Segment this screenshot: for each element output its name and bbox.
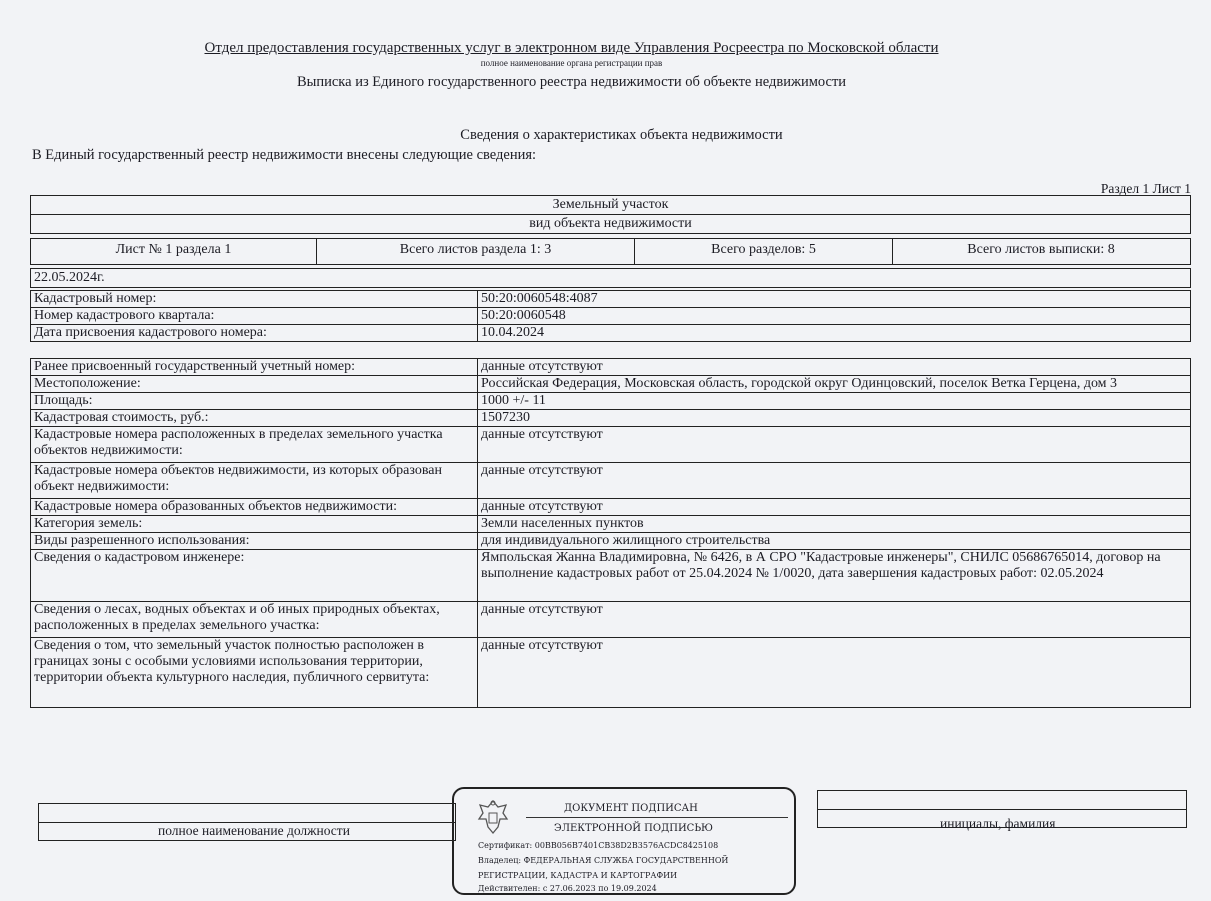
row-value: данные отсутствуют xyxy=(478,499,1191,516)
row-value: Российская Федерация, Московская область, городской округ Одинцовский, поселок Ветка Герцена, дом 3 xyxy=(478,376,1191,393)
table-row xyxy=(31,516,1191,533)
row-value: данные отсутствуют xyxy=(478,427,1191,463)
row-label: Кадастровый номер: xyxy=(31,291,478,308)
details-table xyxy=(30,358,1191,708)
document-title: Выписка из Единого государственного реестра недвижимости об объекте недвижимости xyxy=(296,74,847,90)
row-value: данные отсутствуют xyxy=(478,359,1191,376)
table-row xyxy=(31,638,1191,708)
row-value: 50:20:0060548 xyxy=(478,308,1191,325)
row-label: Виды разрешенного использования: xyxy=(31,533,478,550)
table-row xyxy=(31,308,1191,325)
row-value: для индивидуального жилищного строительства xyxy=(478,533,1191,550)
row-value: Ямпольская Жанна Владимировна, № 6426, в А СРО "Кадастровые инженеры", СНИЛС 05686765014, договор на выполнение кадастровых работ от 25.04.2024 № 1/0020, дата завершения кадастровых работ: 02.05.2024 xyxy=(478,550,1191,602)
row-value: 50:20:0060548:4087 xyxy=(478,291,1191,308)
row-label: Сведения о лесах, водных объектах и об иных природных объектах, расположенных в пределах земельного участка: xyxy=(31,602,478,638)
table-row xyxy=(31,602,1191,638)
table-row xyxy=(31,533,1191,550)
stamp-divider xyxy=(526,817,788,818)
extract-date: 22.05.2024г. xyxy=(30,268,1191,288)
table-row xyxy=(31,550,1191,602)
organization-note: полное наименование органа регистрации прав xyxy=(480,58,663,68)
sheet-number: Лист № 1 раздела 1 xyxy=(31,239,317,264)
row-value: Земли населенных пунктов xyxy=(478,516,1191,533)
row-value: данные отсутствуют xyxy=(478,638,1191,708)
stamp-line2: ЭЛЕКТРОННОЙ ПОДПИСЬЮ xyxy=(554,823,713,834)
row-value: 10.04.2024 xyxy=(478,325,1191,342)
section-mark: Раздел 1 Лист 1 xyxy=(1100,181,1191,196)
table-row xyxy=(31,499,1191,516)
row-label: Кадастровые номера расположенных в пределах земельного участка объектов недвижимости: xyxy=(31,427,478,463)
row-label: Площадь: xyxy=(31,393,478,410)
electronic-signature-stamp xyxy=(452,787,796,895)
sheets-row xyxy=(30,238,1191,265)
row-value: данные отсутствуют xyxy=(478,463,1191,499)
row-label: Категория земель: xyxy=(31,516,478,533)
initials-label: инициалы, фамилия xyxy=(940,816,1056,831)
row-label: Кадастровые номера образованных объектов недвижимости: xyxy=(31,499,478,516)
table-row xyxy=(31,393,1191,410)
stamp-validity: Действителен: с 27.06.2023 по 19.09.2024 xyxy=(478,884,657,893)
table-row xyxy=(31,463,1191,499)
row-label: Кадастровые номера объектов недвижимости, из которых образован объект недвижимости: xyxy=(31,463,478,499)
object-type: Земельный участок xyxy=(30,195,1191,215)
table-row xyxy=(31,325,1191,342)
section-title: Сведения о характеристиках объекта недвижимости xyxy=(460,127,783,143)
total-sheets-extract: Всего листов выписки: 8 xyxy=(967,242,1115,257)
row-label: Сведения о кадастровом инженере: xyxy=(31,550,478,602)
row-label: Номер кадастрового квартала: xyxy=(31,308,478,325)
eagle-emblem-icon xyxy=(476,797,510,837)
row-value: 1000 +/- 11 xyxy=(478,393,1191,410)
row-value: 1507230 xyxy=(478,410,1191,427)
organization-name: Отдел предоставления государственных услуг в электронном виде Управления Росреестра по Московской области xyxy=(204,40,939,56)
table-row xyxy=(31,410,1191,427)
total-sections: Всего разделов: 5 xyxy=(635,239,893,264)
total-sheets-section: Всего листов раздела 1: 3 xyxy=(317,239,635,264)
object-type-caption: вид объекта недвижимости xyxy=(30,214,1191,234)
row-label: Кадастровая стоимость, руб.: xyxy=(31,410,478,427)
row-value: данные отсутствуют xyxy=(478,602,1191,638)
table-row xyxy=(31,291,1191,308)
intro-text: В Единый государственный реестр недвижимости внесены следующие сведения: xyxy=(32,147,537,163)
row-label: Местоположение: xyxy=(31,376,478,393)
row-label: Ранее присвоенный государственный учетный номер: xyxy=(31,359,478,376)
identity-table xyxy=(30,290,1191,342)
table-row xyxy=(31,427,1191,463)
stamp-line1: ДОКУМЕНТ ПОДПИСАН xyxy=(564,803,698,814)
table-row xyxy=(31,376,1191,393)
table-row xyxy=(31,359,1191,376)
stamp-owner-cont: РЕГИСТРАЦИИ, КАДАСТРА И КАРТОГРАФИИ xyxy=(478,871,678,880)
position-label: полное наименование должности xyxy=(158,823,350,838)
stamp-owner: Владелец: ФЕДЕРАЛЬНАЯ СЛУЖБА ГОСУДАРСТВЕННОЙ xyxy=(478,856,729,865)
stamp-certificate: Сертификат: 00BB056B7401CB38D2B3576ACDC8425108 xyxy=(478,841,719,850)
row-label: Сведения о том, что земельный участок полностью расположен в границах зоны с особыми условиями использования территории, территории объекта культурного наследия, публичного сервитута: xyxy=(31,638,478,708)
row-label: Дата присвоения кадастрового номера: xyxy=(31,325,478,342)
